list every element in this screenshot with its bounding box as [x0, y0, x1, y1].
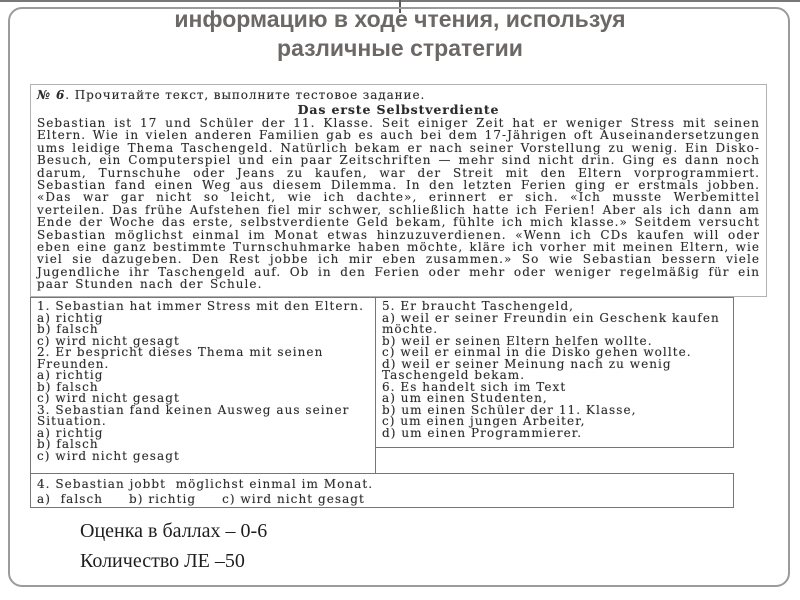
question-text: 2. Er bespricht dieses Thema mit seinen Freunden.: [37, 345, 324, 371]
answer-option: b) weil er seinen Eltern helfen wollte.: [382, 333, 653, 348]
question-text: 6. Es handelt sich im Text: [382, 379, 567, 394]
answer-option: b) falsch: [37, 322, 99, 336]
task-instruction-line: [37, 89, 760, 102]
task-instruction: . Прочитайте текст, выполните тестовое задание.: [65, 88, 426, 102]
answer-option: d) weil er seiner Meinung nach zu wenig Taschengeld bekam.: [382, 356, 672, 382]
answer-option: b) richtig: [129, 492, 197, 506]
question-4-options: [37, 491, 727, 506]
slide-title-line-1: информацию в ходе чтения, используя: [174, 6, 626, 32]
question-4-row: [30, 473, 734, 508]
answer-option: c) wird nicht gesagt: [37, 333, 180, 348]
answer-option: c) wird nicht gesagt: [222, 492, 365, 506]
slide-title: [0, 5, 800, 63]
answer-option: a) falsch: [37, 492, 104, 506]
lexical-units-note: Количество ЛЕ –50: [80, 550, 245, 572]
reading-text-frame: [30, 84, 767, 297]
answer-option: a) um einen Studenten,: [382, 391, 548, 405]
reading-text-body: Sebastian ist 17 und Schüler der 11. Klasse. Seit einiger Zeit hat er weniger Stress mit seinen Eltern. Wie in vielen anderen Familien gab es auch bei dem 17-Jährigen oft Auseinandersetzungen ums leidige Thema Taschengeld. Natürlich bekam er nach seiner Vorstellung zu wenig. Ein Disko-Besuch, ein Computerspiel und ein paar Zeitschriften — mehr sind nicht drin. Ging es dann noch darum, Turnschuhe oder Jeans zu kaufen, war der Streit mit den Eltern vorprogrammiert. Sebastian fand einen Weg aus diesem Dilemma. In den letzten Ferien ging er erstmals jobben. «Das war gar nicht so leicht, wie ich dachte», erinnert er sich. «Ich musste Werbemittel verteilen. Das frühe Aufstehen fiel mir schwer, schließlich hatte ich Ferien! Aber als ich dann am Ende der Woche das erste, selbstverdiente Geld bekam, fühlte ich mich klasse.» Seitdem versucht Sebastian möglichst einmal im Monat etwas hinzuzuverdienen. «Wenn ich CDs kaufen will oder eben eine ganz bestimmte Turnschuhmarke haben möchte, kläre ich vorher mit meinen Eltern, wie viel sie dazugeben. Den Rest jobbe ich mir eben zusammen.» So wie Sebastian bessern viele Jugendliche ihr Taschengeld auf. Ob in den Ferien oder mehr oder weniger regelmäßig für ein paar Stunden nach der Schule.: [37, 116, 761, 292]
score-note: Оценка в баллах – 0-6: [80, 520, 268, 542]
answer-option: c) weil er einmal in die Disko gehen wollte.: [382, 345, 692, 359]
question-text: 1. Sebastian hat immer Stress mit den Eltern.: [37, 299, 364, 313]
answer-option: b) falsch: [37, 379, 99, 394]
worksheet-image: [30, 84, 767, 508]
answer-option: c) wird nicht gesagt: [37, 448, 180, 463]
answer-option: b) falsch: [37, 437, 99, 451]
question-text: 4. Sebastian jobbt möglichst einmal im Monat.: [37, 477, 374, 491]
footer-notes: [80, 516, 267, 576]
answer-option: c) wird nicht gesagt: [37, 391, 180, 405]
task-number: № 6: [37, 88, 66, 102]
question-text: 5. Er braucht Taschengeld,: [382, 299, 575, 313]
answer-option: b) um einen Schüler der 11. Klasse,: [382, 402, 637, 417]
answer-option: a) richtig: [37, 368, 104, 382]
answer-option: a) weil er seiner Freundin ein Geschenk kaufen möchte.: [382, 310, 720, 336]
questions-right-column: [376, 297, 734, 448]
answer-option: a) richtig: [37, 310, 104, 325]
answer-option: a) richtig: [37, 425, 104, 440]
slide-title-line-2: различные стратегии: [277, 35, 523, 61]
question-text: 3. Sebastian fand keinen Ausweg aus seiner Situation.: [37, 402, 350, 428]
reading-text-title: Das erste Selbstverdiente: [297, 102, 500, 117]
answer-option: d) um einen Programmierer.: [382, 425, 583, 440]
answer-option: c) um einen jungen Arbeiter,: [382, 414, 586, 428]
questions-left-column: [30, 297, 376, 473]
